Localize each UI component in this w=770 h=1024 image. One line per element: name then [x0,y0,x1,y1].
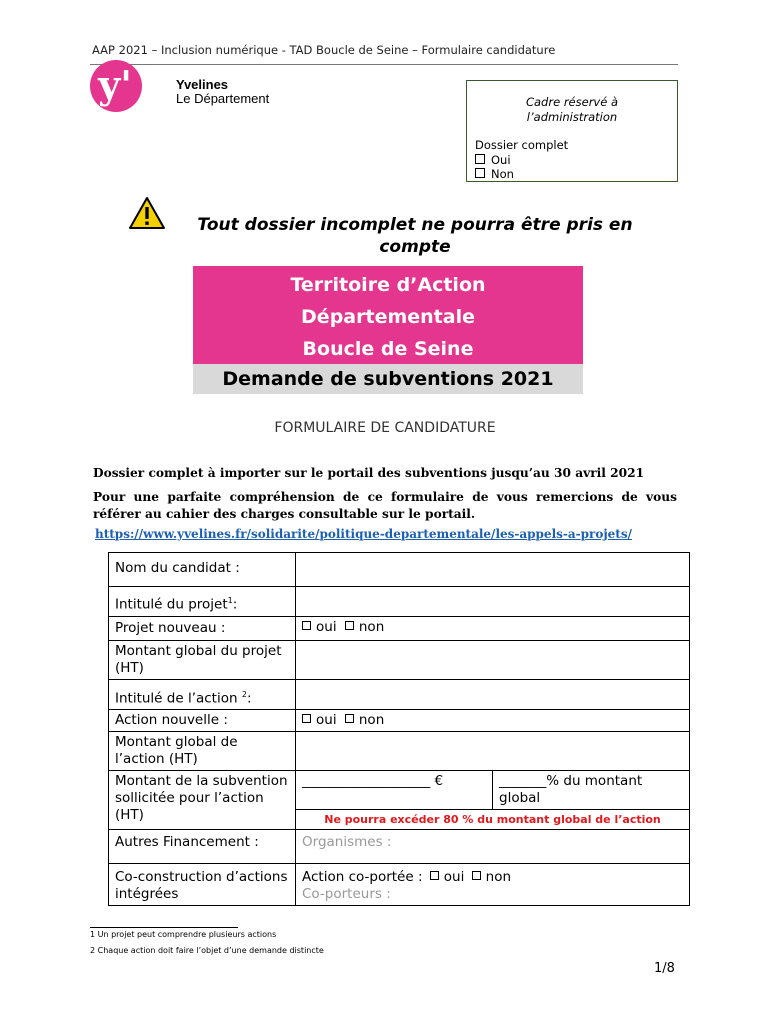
table-row [109,732,690,771]
logo-mark: y' [98,62,132,107]
checkbox-icon[interactable] [345,714,354,723]
label-intitule-action: Intitulé de l’action $^2$: [109,679,296,710]
label-nom-candidat: Nom du candidat : [109,553,296,587]
table-row [109,830,690,864]
footnote-2: 2 Chaque action doit faire l’objet d’une demande distincte [90,946,324,955]
field-coporteurs[interactable]: Co-porteurs : [302,886,391,902]
page-number: 1/8 [654,961,675,976]
label-co-construction: Co-construction d’actions intégrées [109,864,296,906]
yvelines-logo [90,58,170,114]
logo-subtitle: Le Département [176,91,270,106]
running-header: AAP 2021 – Inclusion numérique - TAD Boucle de Seine – Formulaire candidature [92,43,556,57]
field-percent-montant[interactable]: _______% du montant global [493,771,690,810]
field-projet-nouveau: oui non [296,616,690,640]
checkbox-icon[interactable] [475,154,485,164]
label-montant-subvention: Montant de la subvention sollicitée pour l’action (HT) [109,771,296,830]
label-intitule-projet: Intitulé du projet$^1$: [109,587,296,617]
footnote-1: 1 Un projet peut comprendre plusieurs actions [90,930,277,939]
field-nom-candidat[interactable] [296,553,690,587]
table-row [109,553,690,587]
header-divider [90,64,678,65]
title-line-departementale: Départementale [301,306,475,328]
field-intitule-action[interactable] [296,679,690,710]
table-row [109,679,690,710]
warning-message: Tout dossier incomplet ne pourra être pris en compte [197,215,633,257]
logo-name: Yvelines [176,77,229,92]
label-action-nouvelle: Action nouvelle : [109,710,296,732]
guidance-notice: Pour une parfaite compréhension de ce formulaire de vous remercions de vous référer au cahier des charges consultable sur le portail. [93,490,677,521]
admin-dossier-label: Dossier complet [475,138,569,152]
checkbox-icon[interactable] [302,714,311,723]
label-montant-action: Montant global de l’action (HT) [109,732,296,771]
checkbox-icon[interactable] [345,621,354,630]
projects-link[interactable]: https://www.yvelines.fr/solidarite/politique-departementale/les-appels-a-projets/ [95,527,632,541]
checkbox-icon[interactable] [302,621,311,630]
table-row [109,864,690,906]
candidature-form [108,552,690,906]
label-projet-nouveau: Projet nouveau : [109,616,296,640]
admin-reserved-box [466,80,678,182]
limit-note: Ne pourra excéder 80 % du montant global de l’action [296,810,690,830]
field-intitule-projet[interactable] [296,587,690,617]
label-autres-financement: Autres Financement : [109,830,296,864]
admin-box-title: Cadre réservé à l’administration [525,95,619,124]
checkbox-icon[interactable] [430,871,439,880]
field-co-construction [296,864,690,906]
table-row [109,616,690,640]
field-organismes[interactable]: Organismes : [296,830,690,864]
admin-option-non[interactable]: Non [475,167,514,181]
table-row [109,771,690,810]
action-coportee-line: Action co-portée : oui non [302,869,512,885]
footnote-divider [90,927,238,928]
checkbox-icon[interactable] [475,168,485,178]
table-row [109,640,690,679]
checkbox-icon[interactable] [472,871,481,880]
table-row [109,710,690,732]
title-line-demande: Demande de subventions 2021 [222,368,554,390]
deadline-notice: Dossier complet à importer sur le portail des subventions jusqu’au 30 avril 2021 [93,466,645,480]
form-subtitle: FORMULAIRE DE CANDIDATURE [274,420,496,436]
admin-option-oui[interactable]: Oui [475,153,511,167]
field-montant-action[interactable] [296,732,690,771]
field-montant-subvention[interactable]: ___________________ € [296,771,493,810]
table-row [109,587,690,617]
title-line-boucle: Boucle de Seine [302,338,474,360]
field-action-nouvelle: oui non [296,710,690,732]
label-montant-projet: Montant global du projet (HT) [109,640,296,679]
title-line-territoire: Territoire d’Action [290,274,486,296]
field-montant-projet[interactable] [296,640,690,679]
